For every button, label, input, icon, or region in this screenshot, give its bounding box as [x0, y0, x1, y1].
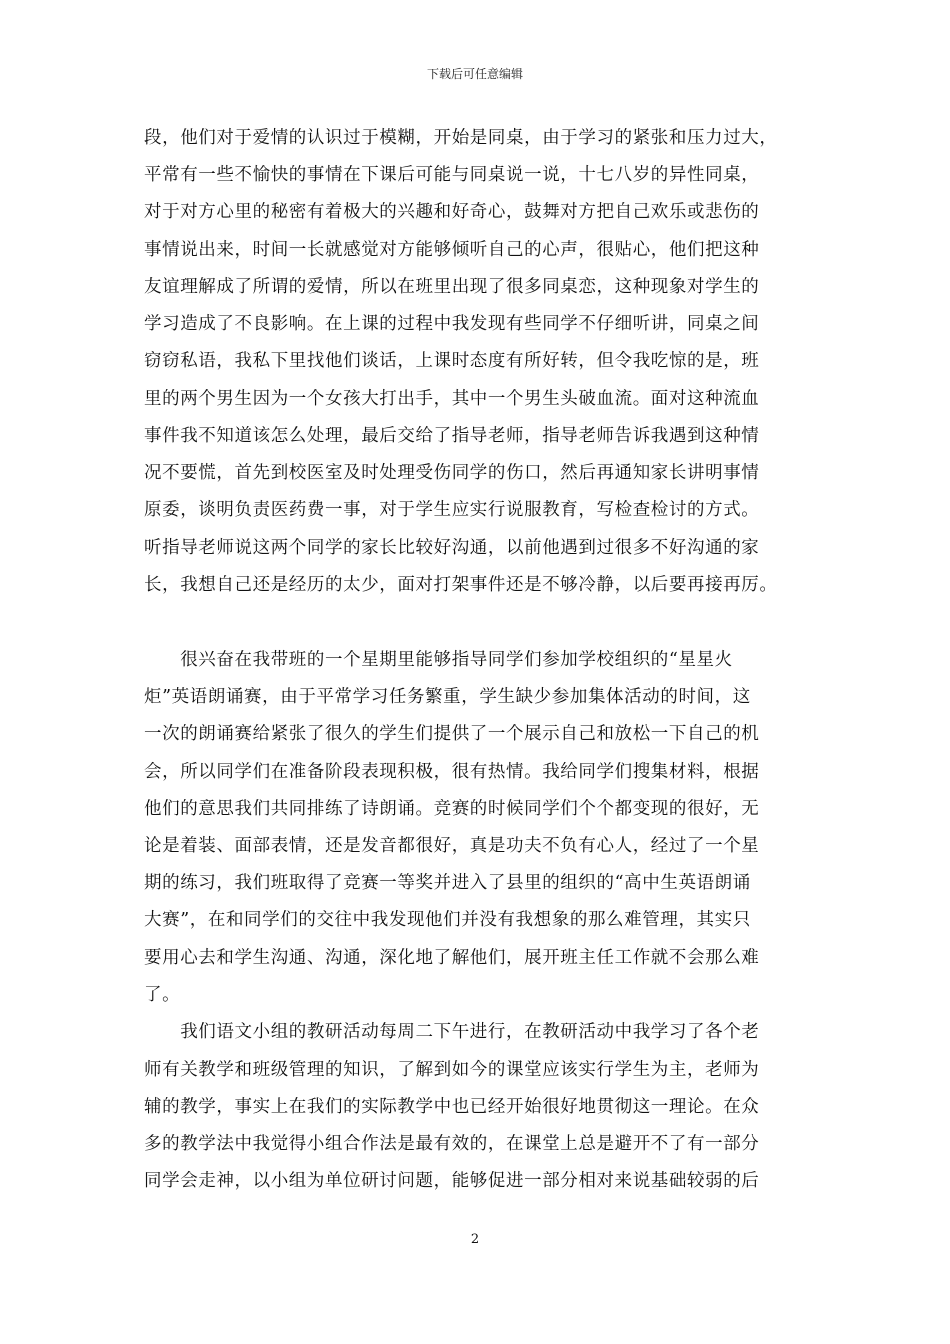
- text-line: 他们的意思我们共同排练了诗朗诵。竞赛的时候同学们个个都变现的很好，无: [144, 799, 760, 819]
- text-line: 论是着装、面部表情，还是发音都很好，真是功夫不负有心人，经过了一个星: [144, 836, 760, 856]
- text-line: 要用心去和学生沟通、沟通，深化地了解他们，展开班主任工作就不会那么难: [144, 948, 760, 968]
- text-line: 同学会走神，以小组为单位研讨问题，能够促进一部分相对来说基础较弱的后: [144, 1171, 760, 1191]
- text-line: 事情说出来，时间一长就感觉对方能够倾听自己的心声，很贴心，他们把这种: [144, 240, 760, 260]
- text-line: 长，我想自己还是经历的太少，面对打架事件还是不够冷静，以后要再接再厉。: [144, 575, 778, 595]
- text-line: 多的教学法中我觉得小组合作法是最有效的，在课堂上总是避开不了有一部分: [144, 1134, 760, 1154]
- text-line: 况不要慌，首先到校医室及时处理受伤同学的伤口，然后再通知家长讲明事情: [144, 463, 760, 483]
- text-line: 了。: [144, 985, 181, 1005]
- text-line: 听指导老师说这两个同学的家长比较好沟通，以前他遇到过很多不好沟通的家: [144, 538, 760, 558]
- text-line: 炬”英语朗诵赛，由于平常学习任务繁重，学生缺少参加集体活动的时间，这: [144, 687, 751, 707]
- text-line: 平常有一些不愉快的事情在下课后可能与同桌说一说，十七八岁的异性同桌，: [144, 165, 760, 185]
- text-line: 很兴奋在我带班的一个星期里能够指导同学们参加学校组织的“星星火: [144, 650, 733, 670]
- text-line: 友谊理解成了所谓的爱情，所以在班里出现了很多同桌恋，这种现象对学生的: [144, 277, 760, 297]
- text-line: 事件我不知道该怎么处理，最后交给了指导老师，指导老师告诉我遇到这种情: [144, 426, 760, 446]
- text-line: 一次的朗诵赛给紧张了很久的学生们提供了一个展示自己和放松一下自己的机: [144, 724, 760, 744]
- text-line: 里的两个男生因为一个女孩大打出手，其中一个男生头破血流。面对这种流血: [144, 389, 760, 409]
- text-line: 会，所以同学们在准备阶段表现积极，很有热情。我给同学们搜集材料，根据: [144, 762, 760, 782]
- text-line: 大赛”，在和同学们的交往中我发现他们并没有我想象的那么难管理，其实只: [144, 910, 751, 930]
- text-line: 我们语文小组的教研活动每周二下午进行，在教研活动中我学习了各个老: [144, 1022, 760, 1042]
- text-line: 期的练习，我们班取得了竞赛一等奖并进入了县里的组织的“高中生英语朗诵: [144, 873, 751, 893]
- text-line: 学习造成了不良影响。在上课的过程中我发现有些同学不仔细听讲，同桌之间: [144, 314, 760, 334]
- text-line: 段，他们对于爱情的认识过于模糊，开始是同桌，由于学习的紧张和压力过大，: [144, 128, 778, 148]
- text-line: 对于对方心里的秘密有着极大的兴趣和好奇心，鼓舞对方把自己欢乐或悲伤的: [144, 202, 760, 222]
- page-number: 2: [470, 1232, 480, 1247]
- text-line: 窃窃私语，我私下里找他们谈话，上课时态度有所好转，但令我吃惊的是，班: [144, 351, 760, 371]
- text-line: 师有关教学和班级管理的知识，了解到如今的课堂应该实行学生为主，老师为: [144, 1060, 760, 1080]
- page-header: 下载后可任意编辑: [426, 67, 523, 81]
- text-line: 辅的教学，事实上在我们的实际教学中也已经开始很好地贯彻这一理论。在众: [144, 1097, 760, 1117]
- text-line: 原委，谈明负责医药费一事，对于学生应实行说服教育，写检查检讨的方式。: [144, 500, 760, 520]
